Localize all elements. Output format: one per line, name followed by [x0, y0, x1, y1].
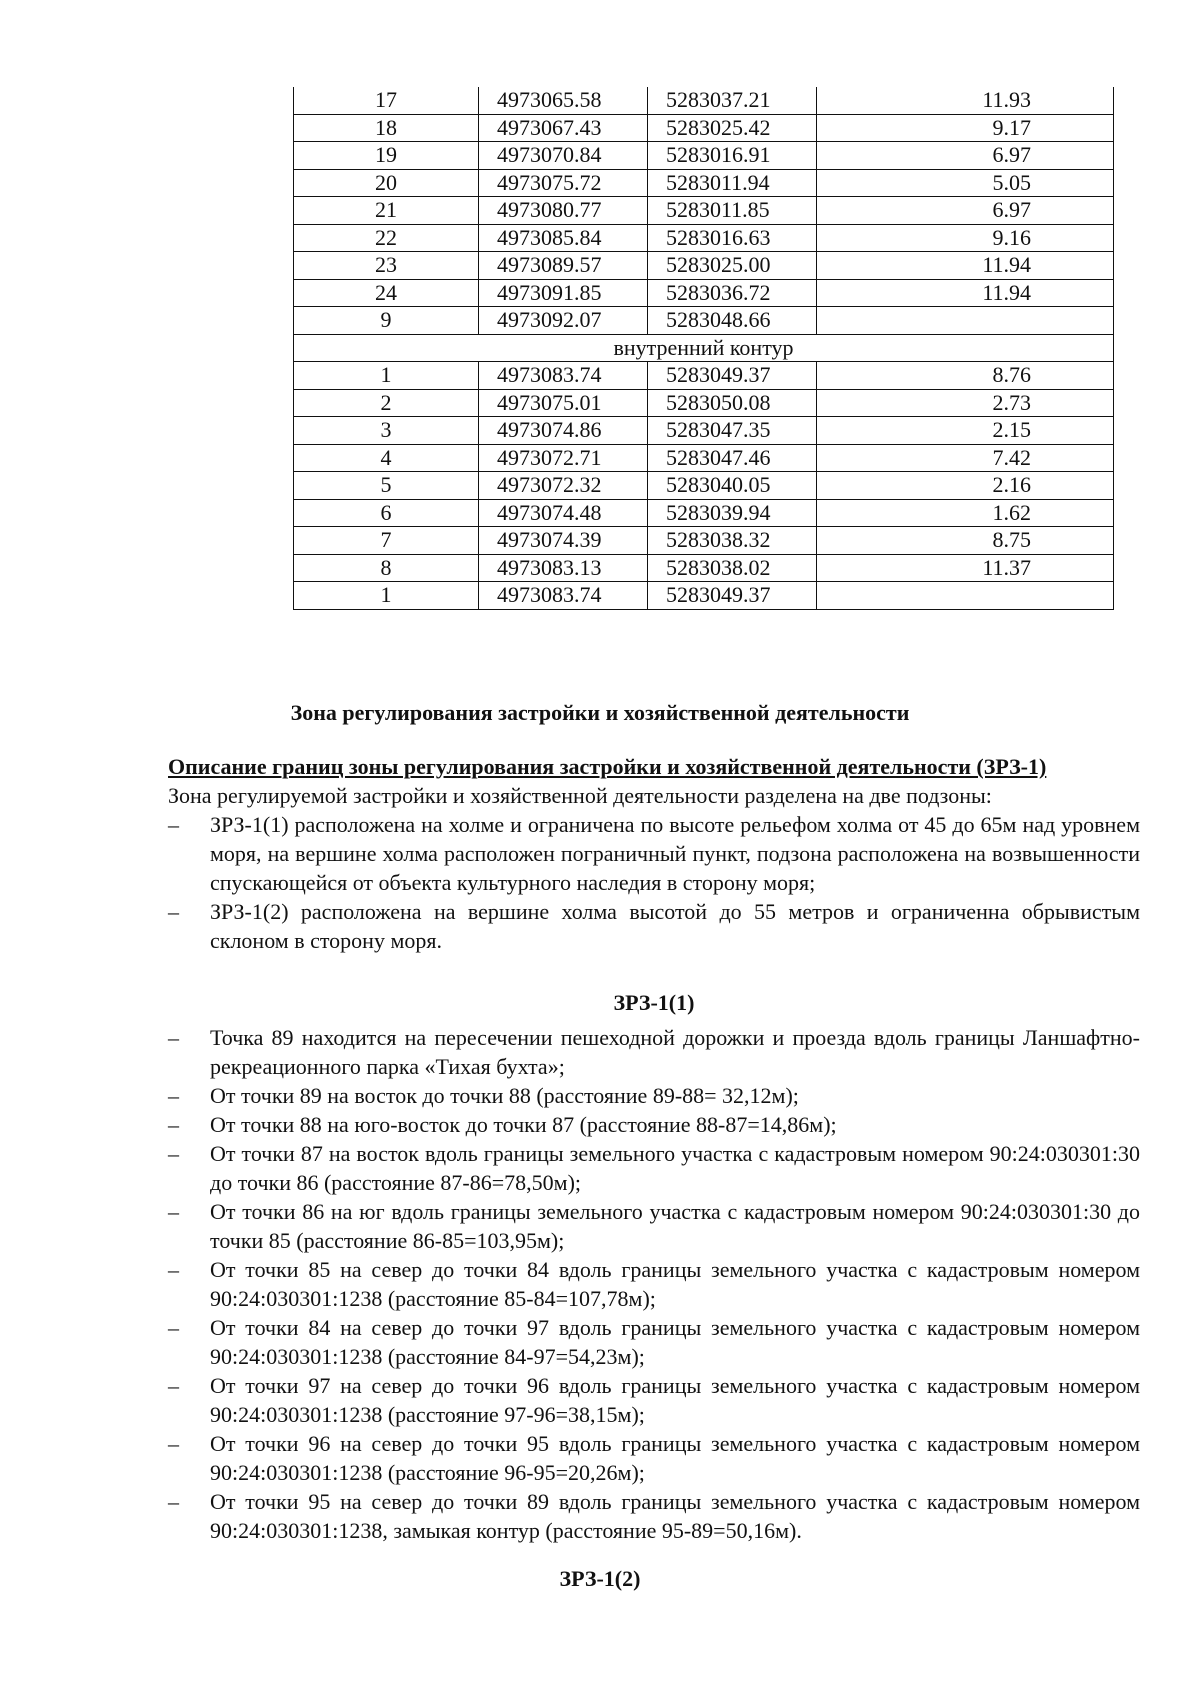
- coord-y: 5283049.37: [648, 582, 817, 610]
- distance: 2.73: [817, 389, 1114, 417]
- coord-y: 5283049.37: [648, 362, 817, 390]
- list-item: – От точки 96 на север до точки 95 вдоль границы земельного участка с кадастровым номером 90:24:030301:1238 (расстояние 96-95=20,26м);: [168, 1429, 1140, 1487]
- distance: 5.05: [817, 169, 1114, 197]
- table-row: [294, 114, 1114, 142]
- inner-contour-label: внутренний контур: [294, 334, 1114, 362]
- coord-y: 5283025.00: [648, 252, 817, 280]
- table-row: [294, 444, 1114, 472]
- coord-y: 5283038.32: [648, 527, 817, 555]
- coord-y: 5283038.02: [648, 554, 817, 582]
- distance: 8.76: [817, 362, 1114, 390]
- distance: 11.37: [817, 554, 1114, 582]
- coord-x: 4973074.86: [479, 417, 648, 445]
- coord-x: 4973072.32: [479, 472, 648, 500]
- coordinates-table: [293, 87, 1114, 610]
- point-number: 3: [294, 417, 479, 445]
- table-row: [294, 307, 1114, 335]
- distance: 9.16: [817, 224, 1114, 252]
- list-item: – От точки 97 на север до точки 96 вдоль границы земельного участка с кадастровым номером 90:24:030301:1238 (расстояние 97-96=38,15м);: [168, 1371, 1140, 1429]
- table-row: [294, 499, 1114, 527]
- coord-x: 4973083.74: [479, 362, 648, 390]
- point-number: 19: [294, 142, 479, 170]
- coord-x: 4973092.07: [479, 307, 648, 335]
- point-number: 21: [294, 197, 479, 225]
- coord-x: 4973067.43: [479, 114, 648, 142]
- coord-y: 5283016.91: [648, 142, 817, 170]
- coord-y: 5283047.35: [648, 417, 817, 445]
- list-item: – От точки 95 на север до точки 89 вдоль границы земельного участка с кадастровым номером 90:24:030301:1238, замыкая контур (расстояние 95-89=50,16м).: [168, 1487, 1140, 1545]
- point-number: 17: [294, 87, 479, 114]
- point-number: 18: [294, 114, 479, 142]
- table-row: [294, 279, 1114, 307]
- zrz1-1-section: [168, 988, 1140, 1545]
- table-row: [294, 224, 1114, 252]
- coord-y: 5283037.21: [648, 87, 817, 114]
- point-number: 6: [294, 499, 479, 527]
- distance: 8.75: [817, 527, 1114, 555]
- coord-y: 5283011.85: [648, 197, 817, 225]
- list-item: – ЗРЗ-1(1) расположена на холме и ограничена по высоте рельефом холма от 45 до 65м над уровнем моря, на вершине холма расположен пограничный пункт, подзона расположена на возвышенности спускающейся от объекта культурного наследия в сторону моря;: [168, 810, 1140, 897]
- list-item: – От точки 87 на восток вдоль границы земельного участка с кадастровым номером 90:24:030301:30 до точки 86 (расстояние 87-86=78,50м);: [168, 1139, 1140, 1197]
- coord-y: 5283040.05: [648, 472, 817, 500]
- table-row: [294, 472, 1114, 500]
- point-number: 2: [294, 389, 479, 417]
- zrz1-1-heading: ЗРЗ-1(1): [613, 990, 695, 1015]
- subzone-list: [168, 810, 1140, 955]
- table-row: [294, 362, 1114, 390]
- coord-y: 5283048.66: [648, 307, 817, 335]
- coord-x: 4973074.48: [479, 499, 648, 527]
- coord-y: 5283036.72: [648, 279, 817, 307]
- coord-x: 4973065.58: [479, 87, 648, 114]
- table-row: [294, 169, 1114, 197]
- point-number: 9: [294, 307, 479, 335]
- coord-x: 4973075.01: [479, 389, 648, 417]
- coord-y: 5283047.46: [648, 444, 817, 472]
- coord-x: 4973083.74: [479, 582, 648, 610]
- point-number: 1: [294, 362, 479, 390]
- coord-y: 5283011.94: [648, 169, 817, 197]
- list-item: – ЗРЗ-1(2) расположена на вершине холма высотой до 55 метров и ограниченна обрывистым склоном в сторону моря.: [168, 897, 1140, 955]
- distance: 11.94: [817, 279, 1114, 307]
- point-number: 22: [294, 224, 479, 252]
- coord-x: 4973070.84: [479, 142, 648, 170]
- coord-x: 4973080.77: [479, 197, 648, 225]
- coord-x: 4973089.57: [479, 252, 648, 280]
- inner-contour-row: [294, 334, 1114, 362]
- zrz1-1-boundary-list: [168, 1023, 1140, 1545]
- coord-x: 4973075.72: [479, 169, 648, 197]
- zone-description: [168, 752, 1140, 955]
- point-number: 8: [294, 554, 479, 582]
- distance: 1.62: [817, 499, 1114, 527]
- description-title: Описание границ зоны регулирования застройки и хозяйственной деятельности (ЗРЗ-1): [168, 754, 1047, 779]
- distance: 6.97: [817, 197, 1114, 225]
- description-intro: Зона регулируемой застройки и хозяйственной деятельности разделена на две подзоны:: [168, 783, 992, 808]
- distance: 9.17: [817, 114, 1114, 142]
- list-item: – От точки 86 на юг вдоль границы земельного участка с кадастровым номером 90:24:030301:30 до точки 85 (расстояние 86-85=103,95м);: [168, 1197, 1140, 1255]
- coord-x: 4973091.85: [479, 279, 648, 307]
- point-number: 4: [294, 444, 479, 472]
- list-item: – От точки 89 на восток до точки 88 (расстояние 89-88= 32,12м);: [168, 1081, 1140, 1110]
- distance: [817, 307, 1114, 335]
- coord-y: 5283016.63: [648, 224, 817, 252]
- point-number: 5: [294, 472, 479, 500]
- section-title: Зона регулирования застройки и хозяйственной деятельности: [290, 700, 910, 725]
- coord-x: 4973072.71: [479, 444, 648, 472]
- list-item: – Точка 89 находится на пересечении пешеходной дорожки и проезда вдоль границы Ланшафтно- рекреационного парка «Тихая бухта»;: [168, 1023, 1140, 1081]
- point-number: 20: [294, 169, 479, 197]
- distance: 6.97: [817, 142, 1114, 170]
- distance: 2.16: [817, 472, 1114, 500]
- coord-y: 5283039.94: [648, 499, 817, 527]
- table-row: [294, 527, 1114, 555]
- list-item: – От точки 88 на юго-восток до точки 87 (расстояние 88-87=14,86м);: [168, 1110, 1140, 1139]
- table-row: [294, 582, 1114, 610]
- table-row: [294, 87, 1114, 114]
- table-row: [294, 252, 1114, 280]
- table-row: [294, 417, 1114, 445]
- coord-x: 4973074.39: [479, 527, 648, 555]
- distance: [817, 582, 1114, 610]
- coord-y: 5283025.42: [648, 114, 817, 142]
- coord-x: 4973085.84: [479, 224, 648, 252]
- point-number: 23: [294, 252, 479, 280]
- point-number: 1: [294, 582, 479, 610]
- table-row: [294, 389, 1114, 417]
- coord-x: 4973083.13: [479, 554, 648, 582]
- table-row: [294, 554, 1114, 582]
- coord-y: 5283050.08: [648, 389, 817, 417]
- list-item: – От точки 84 на север до точки 97 вдоль границы земельного участка с кадастровым номером 90:24:030301:1238 (расстояние 84-97=54,23м);: [168, 1313, 1140, 1371]
- table-row: [294, 142, 1114, 170]
- distance: 11.93: [817, 87, 1114, 114]
- zrz1-2-heading: ЗРЗ-1(2): [559, 1566, 641, 1591]
- list-item: – От точки 85 на север до точки 84 вдоль границы земельного участка с кадастровым номером 90:24:030301:1238 (расстояние 85-84=107,78м);: [168, 1255, 1140, 1313]
- distance: 2.15: [817, 417, 1114, 445]
- point-number: 24: [294, 279, 479, 307]
- distance: 11.94: [817, 252, 1114, 280]
- point-number: 7: [294, 527, 479, 555]
- distance: 7.42: [817, 444, 1114, 472]
- table-row: [294, 197, 1114, 225]
